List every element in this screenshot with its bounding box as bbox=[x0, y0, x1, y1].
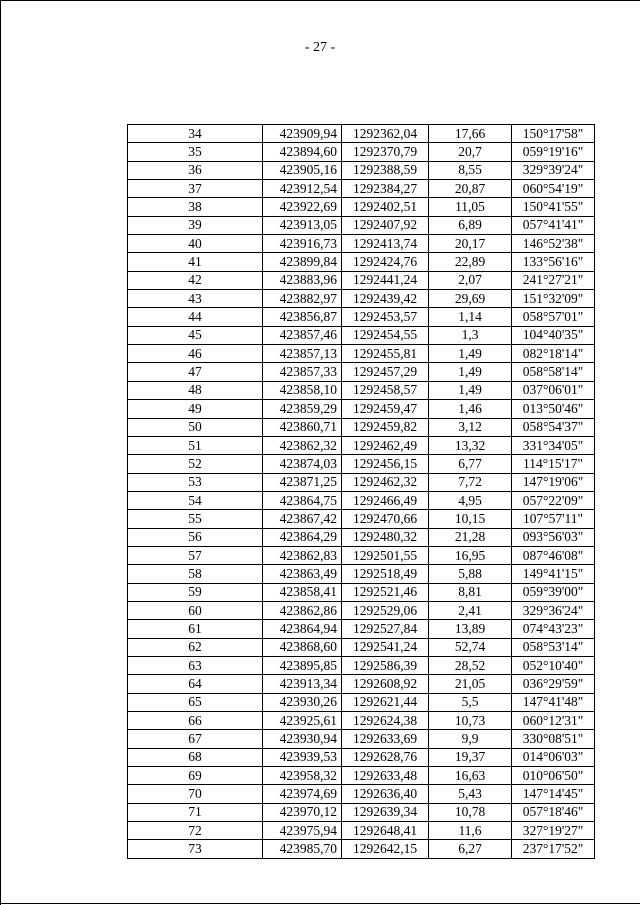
bearing-cell: 052°10'40" bbox=[512, 656, 595, 674]
y-coordinate-cell: 1292501,55 bbox=[342, 546, 429, 564]
point-number-cell: 44 bbox=[128, 308, 263, 326]
y-coordinate-cell: 1292370,79 bbox=[342, 143, 429, 161]
point-number-cell: 65 bbox=[128, 693, 263, 711]
bearing-cell: 059°39'00" bbox=[512, 583, 595, 601]
point-number-cell: 47 bbox=[128, 363, 263, 381]
table-row bbox=[128, 326, 595, 344]
distance-cell: 2,41 bbox=[429, 601, 512, 619]
bearing-cell: 036°29'59" bbox=[512, 675, 595, 693]
x-coordinate-cell: 423858,10 bbox=[263, 381, 342, 399]
point-number-cell: 45 bbox=[128, 326, 263, 344]
point-number-cell: 61 bbox=[128, 620, 263, 638]
table-row bbox=[128, 767, 595, 785]
point-number-cell: 48 bbox=[128, 381, 263, 399]
y-coordinate-cell: 1292608,92 bbox=[342, 675, 429, 693]
table-row bbox=[128, 583, 595, 601]
y-coordinate-cell: 1292407,92 bbox=[342, 216, 429, 234]
y-coordinate-cell: 1292439,42 bbox=[342, 290, 429, 308]
y-coordinate-cell: 1292518,49 bbox=[342, 565, 429, 583]
x-coordinate-cell: 423913,05 bbox=[263, 216, 342, 234]
distance-cell: 52,74 bbox=[429, 638, 512, 656]
point-number-cell: 59 bbox=[128, 583, 263, 601]
x-coordinate-cell: 423860,71 bbox=[263, 418, 342, 436]
bearing-cell: 327°19'27" bbox=[512, 822, 595, 840]
y-coordinate-cell: 1292480,32 bbox=[342, 528, 429, 546]
bearing-cell: 058°57'01" bbox=[512, 308, 595, 326]
bearing-cell: 133°56'16" bbox=[512, 253, 595, 271]
left-scan-edge bbox=[0, 0, 1, 905]
bearing-cell: 146°52'38" bbox=[512, 235, 595, 253]
y-coordinate-cell: 1292639,34 bbox=[342, 803, 429, 821]
distance-cell: 1,3 bbox=[429, 326, 512, 344]
bearing-cell: 147°41'48" bbox=[512, 693, 595, 711]
y-coordinate-cell: 1292462,32 bbox=[342, 473, 429, 491]
distance-cell: 5,5 bbox=[429, 693, 512, 711]
x-coordinate-cell: 423913,34 bbox=[263, 675, 342, 693]
y-coordinate-cell: 1292621,44 bbox=[342, 693, 429, 711]
table-row bbox=[128, 601, 595, 619]
table-row bbox=[128, 546, 595, 564]
table-row bbox=[128, 271, 595, 289]
x-coordinate-cell: 423925,61 bbox=[263, 712, 342, 730]
table-row bbox=[128, 473, 595, 491]
y-coordinate-cell: 1292424,76 bbox=[342, 253, 429, 271]
bearing-cell: 151°32'09" bbox=[512, 290, 595, 308]
table-row bbox=[128, 290, 595, 308]
point-number-cell: 71 bbox=[128, 803, 263, 821]
x-coordinate-cell: 423867,42 bbox=[263, 510, 342, 528]
table-row bbox=[128, 216, 595, 234]
bearing-cell: 329°39'24" bbox=[512, 161, 595, 179]
x-coordinate-cell: 423868,60 bbox=[263, 638, 342, 656]
distance-cell: 5,43 bbox=[429, 785, 512, 803]
x-coordinate-cell: 423856,87 bbox=[263, 308, 342, 326]
table-row bbox=[128, 400, 595, 418]
point-number-cell: 70 bbox=[128, 785, 263, 803]
distance-cell: 13,89 bbox=[429, 620, 512, 638]
x-coordinate-cell: 423862,83 bbox=[263, 546, 342, 564]
distance-cell: 22,89 bbox=[429, 253, 512, 271]
x-coordinate-cell: 423899,84 bbox=[263, 253, 342, 271]
y-coordinate-cell: 1292413,74 bbox=[342, 235, 429, 253]
x-coordinate-cell: 423862,86 bbox=[263, 601, 342, 619]
point-number-cell: 60 bbox=[128, 601, 263, 619]
table-row bbox=[128, 510, 595, 528]
y-coordinate-cell: 1292462,49 bbox=[342, 436, 429, 454]
table-row bbox=[128, 748, 595, 766]
bearing-cell: 331°34'05" bbox=[512, 436, 595, 454]
bearing-cell: 147°19'06" bbox=[512, 473, 595, 491]
distance-cell: 1,46 bbox=[429, 400, 512, 418]
table-row bbox=[128, 363, 595, 381]
bearing-cell: 087°46'08" bbox=[512, 546, 595, 564]
table-row bbox=[128, 693, 595, 711]
x-coordinate-cell: 423909,94 bbox=[263, 125, 342, 143]
distance-cell: 28,52 bbox=[429, 656, 512, 674]
x-coordinate-cell: 423916,73 bbox=[263, 235, 342, 253]
x-coordinate-cell: 423871,25 bbox=[263, 473, 342, 491]
y-coordinate-cell: 1292441,24 bbox=[342, 271, 429, 289]
x-coordinate-cell: 423883,96 bbox=[263, 271, 342, 289]
distance-cell: 6,89 bbox=[429, 216, 512, 234]
point-number-cell: 42 bbox=[128, 271, 263, 289]
table-row bbox=[128, 620, 595, 638]
distance-cell: 13,32 bbox=[429, 436, 512, 454]
bearing-cell: 107°57'11" bbox=[512, 510, 595, 528]
distance-cell: 21,28 bbox=[429, 528, 512, 546]
distance-cell: 1,49 bbox=[429, 381, 512, 399]
table-row bbox=[128, 638, 595, 656]
distance-cell: 6,27 bbox=[429, 840, 512, 858]
table-row bbox=[128, 565, 595, 583]
point-number-cell: 34 bbox=[128, 125, 263, 143]
distance-cell: 21,05 bbox=[429, 675, 512, 693]
bearing-cell: 060°54'19" bbox=[512, 180, 595, 198]
bearing-cell: 241°27'21" bbox=[512, 271, 595, 289]
point-number-cell: 39 bbox=[128, 216, 263, 234]
bearing-cell: 074°43'23" bbox=[512, 620, 595, 638]
table-row bbox=[128, 840, 595, 858]
point-number-cell: 72 bbox=[128, 822, 263, 840]
y-coordinate-cell: 1292457,29 bbox=[342, 363, 429, 381]
table-row bbox=[128, 455, 595, 473]
distance-cell: 11,6 bbox=[429, 822, 512, 840]
table-row bbox=[128, 675, 595, 693]
y-coordinate-cell: 1292636,40 bbox=[342, 785, 429, 803]
x-coordinate-cell: 423905,16 bbox=[263, 161, 342, 179]
y-coordinate-cell: 1292541,24 bbox=[342, 638, 429, 656]
x-coordinate-cell: 423985,70 bbox=[263, 840, 342, 858]
table-row bbox=[128, 198, 595, 216]
y-coordinate-cell: 1292527,84 bbox=[342, 620, 429, 638]
distance-cell: 20,87 bbox=[429, 180, 512, 198]
point-number-cell: 69 bbox=[128, 767, 263, 785]
table-row bbox=[128, 308, 595, 326]
y-coordinate-cell: 1292388,59 bbox=[342, 161, 429, 179]
y-coordinate-cell: 1292384,27 bbox=[342, 180, 429, 198]
distance-cell: 8,81 bbox=[429, 583, 512, 601]
bearing-cell: 060°12'31" bbox=[512, 712, 595, 730]
y-coordinate-cell: 1292628,76 bbox=[342, 748, 429, 766]
x-coordinate-cell: 423930,94 bbox=[263, 730, 342, 748]
x-coordinate-cell: 423895,85 bbox=[263, 656, 342, 674]
point-number-cell: 38 bbox=[128, 198, 263, 216]
point-number-cell: 66 bbox=[128, 712, 263, 730]
y-coordinate-cell: 1292455,81 bbox=[342, 345, 429, 363]
coordinates-table-body bbox=[128, 125, 595, 859]
y-coordinate-cell: 1292459,82 bbox=[342, 418, 429, 436]
x-coordinate-cell: 423864,29 bbox=[263, 528, 342, 546]
x-coordinate-cell: 423882,97 bbox=[263, 290, 342, 308]
point-number-cell: 62 bbox=[128, 638, 263, 656]
distance-cell: 9,9 bbox=[429, 730, 512, 748]
distance-cell: 6,77 bbox=[429, 455, 512, 473]
x-coordinate-cell: 423930,26 bbox=[263, 693, 342, 711]
bearing-cell: 057°41'41" bbox=[512, 216, 595, 234]
table-row bbox=[128, 253, 595, 271]
y-coordinate-cell: 1292470,66 bbox=[342, 510, 429, 528]
distance-cell: 29,69 bbox=[429, 290, 512, 308]
point-number-cell: 63 bbox=[128, 656, 263, 674]
y-coordinate-cell: 1292466,49 bbox=[342, 491, 429, 509]
bearing-cell: 150°41'55" bbox=[512, 198, 595, 216]
bearing-cell: 147°14'45" bbox=[512, 785, 595, 803]
bearing-cell: 059°19'16" bbox=[512, 143, 595, 161]
point-number-cell: 40 bbox=[128, 235, 263, 253]
bearing-cell: 058°58'14" bbox=[512, 363, 595, 381]
x-coordinate-cell: 423864,94 bbox=[263, 620, 342, 638]
bearing-cell: 014°06'03" bbox=[512, 748, 595, 766]
point-number-cell: 51 bbox=[128, 436, 263, 454]
point-number-cell: 58 bbox=[128, 565, 263, 583]
point-number-cell: 36 bbox=[128, 161, 263, 179]
point-number-cell: 55 bbox=[128, 510, 263, 528]
distance-cell: 2,07 bbox=[429, 271, 512, 289]
distance-cell: 3,12 bbox=[429, 418, 512, 436]
bearing-cell: 037°06'01" bbox=[512, 381, 595, 399]
y-coordinate-cell: 1292642,15 bbox=[342, 840, 429, 858]
x-coordinate-cell: 423912,54 bbox=[263, 180, 342, 198]
distance-cell: 1,49 bbox=[429, 345, 512, 363]
bearing-cell: 150°17'58" bbox=[512, 125, 595, 143]
point-number-cell: 46 bbox=[128, 345, 263, 363]
table-row bbox=[128, 381, 595, 399]
table-row bbox=[128, 822, 595, 840]
x-coordinate-cell: 423859,29 bbox=[263, 400, 342, 418]
table-row bbox=[128, 803, 595, 821]
x-coordinate-cell: 423939,53 bbox=[263, 748, 342, 766]
table-row bbox=[128, 730, 595, 748]
bearing-cell: 329°36'24" bbox=[512, 601, 595, 619]
point-number-cell: 35 bbox=[128, 143, 263, 161]
point-number-cell: 43 bbox=[128, 290, 263, 308]
point-number-cell: 52 bbox=[128, 455, 263, 473]
x-coordinate-cell: 423975,94 bbox=[263, 822, 342, 840]
bearing-cell: 082°18'14" bbox=[512, 345, 595, 363]
table-row bbox=[128, 161, 595, 179]
bearing-cell: 057°18'46" bbox=[512, 803, 595, 821]
x-coordinate-cell: 423922,69 bbox=[263, 198, 342, 216]
distance-cell: 20,7 bbox=[429, 143, 512, 161]
y-coordinate-cell: 1292453,57 bbox=[342, 308, 429, 326]
y-coordinate-cell: 1292529,06 bbox=[342, 601, 429, 619]
distance-cell: 17,66 bbox=[429, 125, 512, 143]
x-coordinate-cell: 423857,46 bbox=[263, 326, 342, 344]
y-coordinate-cell: 1292402,51 bbox=[342, 198, 429, 216]
distance-cell: 8,55 bbox=[429, 161, 512, 179]
y-coordinate-cell: 1292633,69 bbox=[342, 730, 429, 748]
y-coordinate-cell: 1292648,41 bbox=[342, 822, 429, 840]
x-coordinate-cell: 423863,49 bbox=[263, 565, 342, 583]
point-number-cell: 64 bbox=[128, 675, 263, 693]
point-number-cell: 53 bbox=[128, 473, 263, 491]
point-number-cell: 56 bbox=[128, 528, 263, 546]
y-coordinate-cell: 1292362,04 bbox=[342, 125, 429, 143]
table-row bbox=[128, 785, 595, 803]
page-number: - 27 - bbox=[304, 40, 336, 55]
table-row bbox=[128, 528, 595, 546]
distance-cell: 10,15 bbox=[429, 510, 512, 528]
point-number-cell: 49 bbox=[128, 400, 263, 418]
coordinates-table bbox=[127, 124, 595, 859]
x-coordinate-cell: 423858,41 bbox=[263, 583, 342, 601]
top-scan-edge bbox=[0, 0, 640, 1]
table-row bbox=[128, 180, 595, 198]
bearing-cell: 010°06'50" bbox=[512, 767, 595, 785]
table-row bbox=[128, 125, 595, 143]
y-coordinate-cell: 1292586,39 bbox=[342, 656, 429, 674]
x-coordinate-cell: 423974,69 bbox=[263, 785, 342, 803]
bearing-cell: 149°41'15" bbox=[512, 565, 595, 583]
distance-cell: 4,95 bbox=[429, 491, 512, 509]
point-number-cell: 67 bbox=[128, 730, 263, 748]
table-row bbox=[128, 436, 595, 454]
x-coordinate-cell: 423874,03 bbox=[263, 455, 342, 473]
y-coordinate-cell: 1292633,48 bbox=[342, 767, 429, 785]
distance-cell: 20,17 bbox=[429, 235, 512, 253]
bearing-cell: 093°56'03" bbox=[512, 528, 595, 546]
bearing-cell: 058°54'37" bbox=[512, 418, 595, 436]
point-number-cell: 68 bbox=[128, 748, 263, 766]
bearing-cell: 058°53'14" bbox=[512, 638, 595, 656]
point-number-cell: 37 bbox=[128, 180, 263, 198]
x-coordinate-cell: 423864,75 bbox=[263, 491, 342, 509]
point-number-cell: 50 bbox=[128, 418, 263, 436]
bearing-cell: 104°40'35" bbox=[512, 326, 595, 344]
distance-cell: 16,95 bbox=[429, 546, 512, 564]
y-coordinate-cell: 1292456,15 bbox=[342, 455, 429, 473]
distance-cell: 1,14 bbox=[429, 308, 512, 326]
y-coordinate-cell: 1292521,46 bbox=[342, 583, 429, 601]
bearing-cell: 237°17'52" bbox=[512, 840, 595, 858]
distance-cell: 10,73 bbox=[429, 712, 512, 730]
bearing-cell: 057°22'09" bbox=[512, 491, 595, 509]
y-coordinate-cell: 1292459,47 bbox=[342, 400, 429, 418]
distance-cell: 10,78 bbox=[429, 803, 512, 821]
bottom-scan-edge bbox=[0, 903, 640, 904]
table-row bbox=[128, 345, 595, 363]
x-coordinate-cell: 423857,33 bbox=[263, 363, 342, 381]
distance-cell: 11,05 bbox=[429, 198, 512, 216]
bearing-cell: 013°50'46" bbox=[512, 400, 595, 418]
y-coordinate-cell: 1292624,38 bbox=[342, 712, 429, 730]
x-coordinate-cell: 423857,13 bbox=[263, 345, 342, 363]
bearing-cell: 330°08'51" bbox=[512, 730, 595, 748]
point-number-cell: 41 bbox=[128, 253, 263, 271]
distance-cell: 5,88 bbox=[429, 565, 512, 583]
point-number-cell: 54 bbox=[128, 491, 263, 509]
distance-cell: 7,72 bbox=[429, 473, 512, 491]
y-coordinate-cell: 1292454,55 bbox=[342, 326, 429, 344]
point-number-cell: 73 bbox=[128, 840, 263, 858]
x-coordinate-cell: 423862,32 bbox=[263, 436, 342, 454]
bearing-cell: 114°15'17" bbox=[512, 455, 595, 473]
table-row bbox=[128, 491, 595, 509]
point-number-cell: 57 bbox=[128, 546, 263, 564]
distance-cell: 1,49 bbox=[429, 363, 512, 381]
x-coordinate-cell: 423970,12 bbox=[263, 803, 342, 821]
table-row bbox=[128, 143, 595, 161]
x-coordinate-cell: 423894,60 bbox=[263, 143, 342, 161]
distance-cell: 16,63 bbox=[429, 767, 512, 785]
table-row bbox=[128, 712, 595, 730]
x-coordinate-cell: 423958,32 bbox=[263, 767, 342, 785]
table-row bbox=[128, 235, 595, 253]
table-row bbox=[128, 418, 595, 436]
distance-cell: 19,37 bbox=[429, 748, 512, 766]
coordinates-table-container bbox=[127, 124, 595, 859]
y-coordinate-cell: 1292458,57 bbox=[342, 381, 429, 399]
table-row bbox=[128, 656, 595, 674]
